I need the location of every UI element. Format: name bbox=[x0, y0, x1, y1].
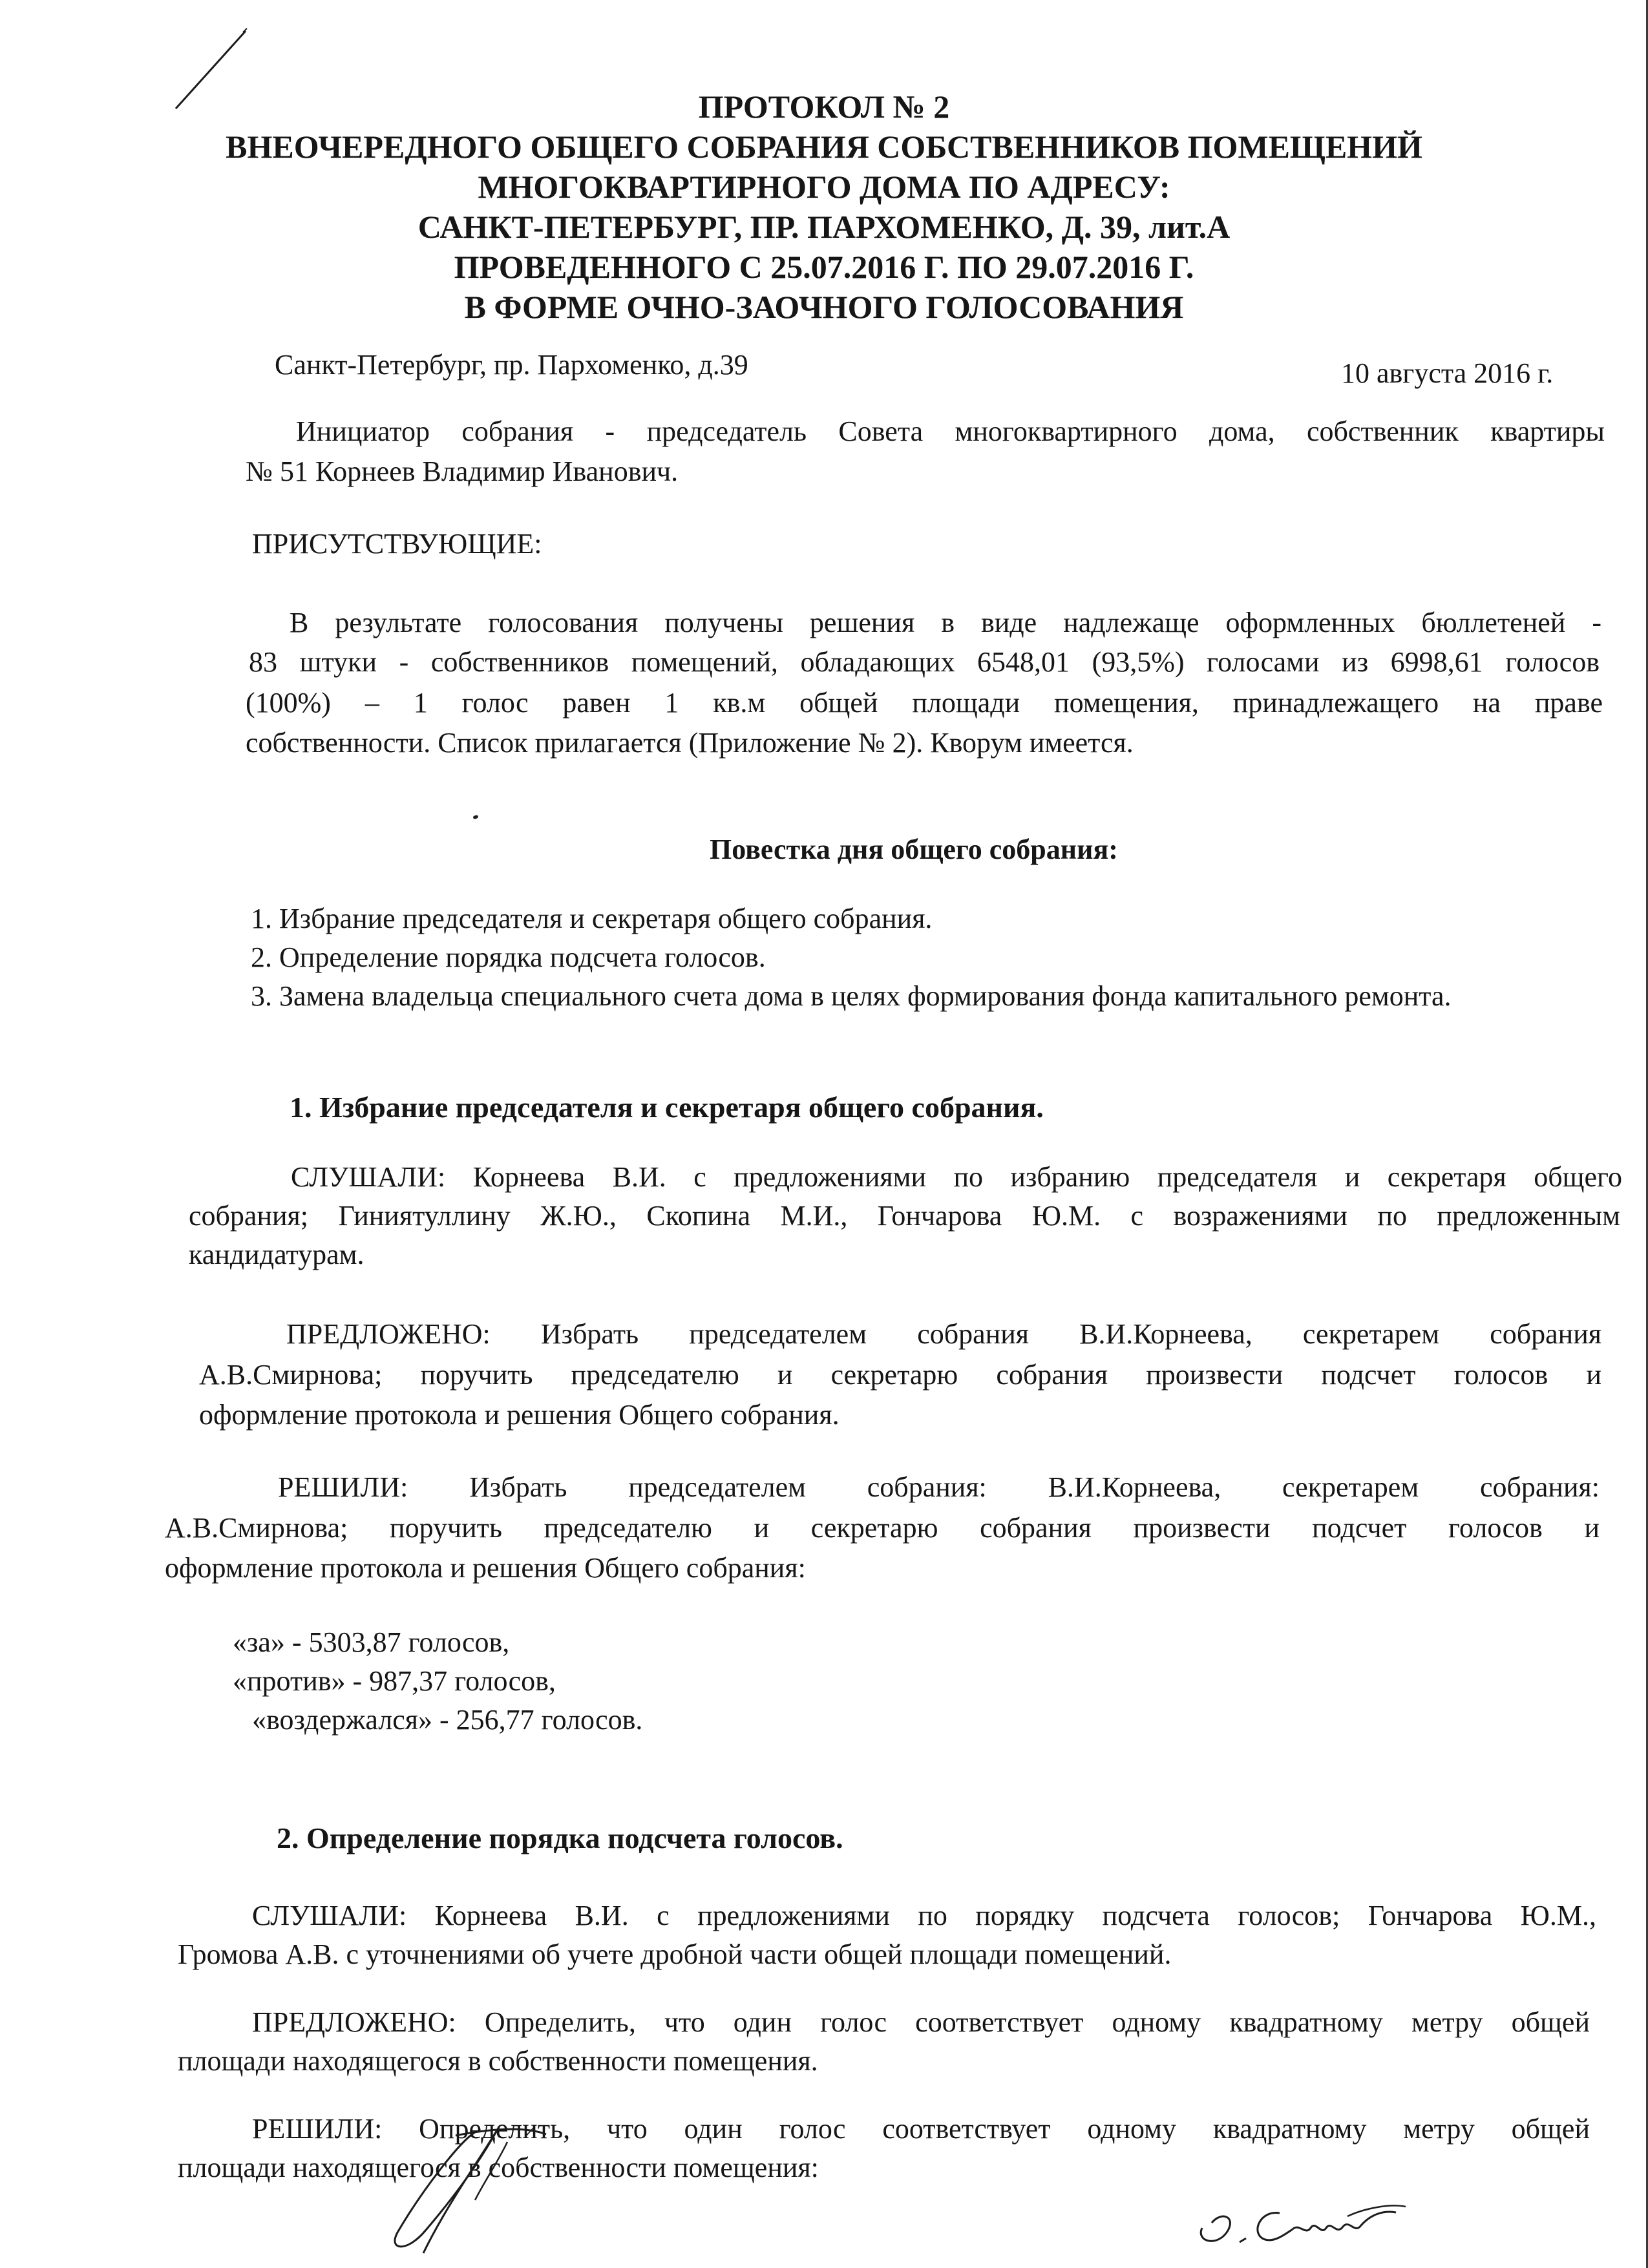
section-1-heading: 1. Избрание председателя и секретаря общего собрания. bbox=[290, 1091, 1044, 1124]
title-line-1: ПРОТОКОЛ № 2 bbox=[698, 89, 950, 125]
agenda-title: Повестка дня общего собрания: bbox=[710, 834, 1118, 865]
vote-abstained: «воздержался» - 256,77 голосов. bbox=[252, 1704, 643, 1736]
quorum-line-3: (100%) – 1 голос равен 1 кв.м общей площади помещения, принадлежащего на праве bbox=[246, 687, 1603, 719]
agenda-item-2: 2. Определение порядка подсчета голосов. bbox=[251, 941, 766, 973]
section-2-decided-line-1: РЕШИЛИ: Определить, что один голос соответствует одному квадратному метру общей bbox=[252, 2113, 1590, 2145]
vote-against: «против» - 987,37 голосов, bbox=[233, 1665, 556, 1697]
document-place: Санкт-Петербург, пр. Пархоменко, д.39 bbox=[275, 349, 748, 381]
section-1-heard-line-1: СЛУШАЛИ: Корнеева В.И. с предложениями по избранию председателя и секретаря общего bbox=[291, 1161, 1622, 1193]
quorum-line-4: собственности. Список прилагается (Приложение № 2). Кворум имеется. bbox=[246, 727, 1134, 759]
vote-for: «за» - 5303,87 голосов, bbox=[233, 1626, 510, 1658]
section-2-proposed-line-1: ПРЕДЛОЖЕНО: Определить, что один голос соответствует одному квадратному метру общей bbox=[252, 2006, 1590, 2038]
section-1-decided-line-3: оформление протокола и решения Общего собрания: bbox=[165, 1552, 806, 1584]
quorum-line-1: В результате голосования получены решения в виде надлежаще оформленных бюллетеней - bbox=[290, 607, 1601, 638]
chairman-signature bbox=[349, 2103, 556, 2265]
quorum-line-2: 83 штуки - собственников помещений, обладающих 6548,01 (93,5%) голосами из 6998,61 голосов bbox=[249, 646, 1600, 678]
agenda-item-1: 1. Избрание председателя и секретаря общего собрания. bbox=[251, 903, 933, 934]
section-1-decided-line-2: А.В.Смирнова; поручить председателю и секретарю собрания произвести подсчет голосов и bbox=[165, 1512, 1600, 1544]
section-1-proposed-line-1: ПРЕДЛОЖЕНО: Избрать председателем собрания В.И.Корнеева, секретарем собрания bbox=[286, 1318, 1601, 1350]
title-line-2: ВНЕОЧЕРЕДНОГО ОБЩЕГО СОБРАНИЯ СОБСТВЕННИКОВ ПОМЕЩЕНИЙ bbox=[226, 129, 1422, 165]
section-1-proposed-line-2: А.В.Смирнова; поручить председателю и секретарю собрания произвести подсчет голосов и bbox=[199, 1359, 1601, 1391]
initiator-line-2: № 51 Корнеев Владимир Иванович. bbox=[246, 456, 679, 487]
title-line-3: МНОГОКВАРТИРНОГО ДОМА ПО АДРЕСУ: bbox=[478, 169, 1170, 205]
agenda-item-3: 3. Замена владельца специального счета дома в целях формирования фонда капитального ремонта. bbox=[251, 980, 1452, 1012]
section-1-heard-line-2: собрания; Гиниятуллину Ж.Ю., Скопина М.И., Гончарова Ю.М. с возражениями по предложенным bbox=[189, 1200, 1620, 1232]
section-2-heard-line-1: СЛУШАЛИ: Корнеева В.И. с предложениями по порядку подсчета голосов; Гончарова Ю.М., bbox=[252, 1900, 1596, 1931]
title-line-4: САНКТ-ПЕТЕРБУРГ, ПР. ПАРХОМЕНКО, Д. 39, лит.А bbox=[417, 209, 1231, 245]
section-2-decided-line-2: площади находящегося в собственности помещения: bbox=[178, 2152, 819, 2183]
section-2-proposed-line-2: площади находящегося в собственности помещения. bbox=[178, 2045, 818, 2077]
title-line-6: В ФОРМЕ ОЧНО-ЗАОЧНОГО ГОЛОСОВАНИЯ bbox=[464, 289, 1184, 325]
section-1-heard-line-3: кандидатурам. bbox=[189, 1239, 364, 1270]
section-1-decided-line-1: РЕШИЛИ: Избрать председателем собрания: В.И.Корнеева, секретарем собрания: bbox=[278, 1471, 1600, 1503]
section-1-proposed-line-3: оформление протокола и решения Общего собрания. bbox=[199, 1399, 840, 1431]
secretary-signature bbox=[1183, 2171, 1415, 2262]
document-date: 10 августа 2016 г. bbox=[1341, 357, 1554, 389]
section-2-heard-line-2: Громова А.В. с уточнениями об учете дробной части общей площади помещений. bbox=[178, 1938, 1172, 1970]
pen-dot bbox=[472, 815, 478, 819]
section-2-heading: 2. Определение порядка подсчета голосов. bbox=[277, 1822, 843, 1854]
title-line-5: ПРОВЕДЕННОГО С 25.07.2016 Г. ПО 29.07.2016 Г. bbox=[454, 249, 1194, 285]
attendees-label: ПРИСУТСТВУЮЩИЕ: bbox=[252, 528, 542, 560]
initiator-line-1: Инициатор собрания - председатель Совета многоквартирного дома, собственник квартиры bbox=[296, 415, 1605, 447]
